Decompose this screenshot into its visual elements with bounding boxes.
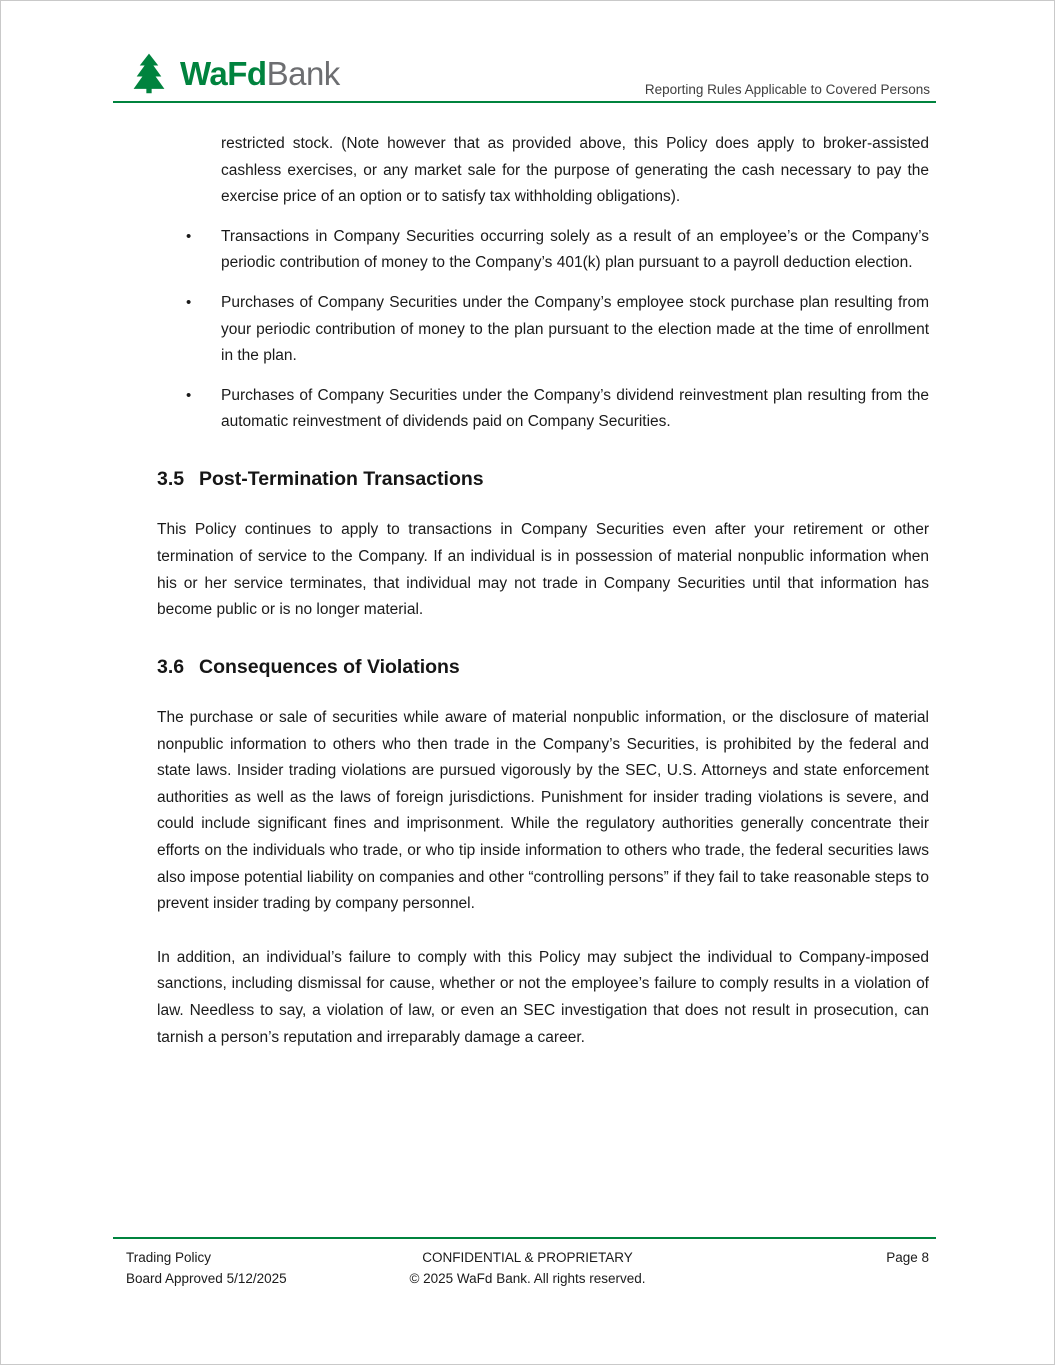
bullet-icon: • [186,227,192,245]
bullet-icon: • [186,386,192,404]
logo-text-wafd: WaFd [180,54,267,92]
section-heading-3-5 [157,467,929,491]
section-paragraph: In addition, an individual’s failure to comply with this Policy may subject the individual to Company-imposed sanctions, including dismissal for cause, whether or not the employee’s failure to comply results in a violation of law. Needless to say, a violation of law, or even an SEC investigation that does not result in prosecution, can tarnish a person’s reputation and irreparably damage a career. [157,948,929,1046]
bullet-text: Purchases of Company Securities under the Company’s dividend reinvestment plan resulting from the automatic reinvestment of dividends paid on Company Securities. [221,386,929,431]
list-item [186,383,929,436]
footer-confidential: CONFIDENTIAL & PROPRIETARY [422,1250,633,1265]
continuation-paragraph: restricted stock. (Note however that as provided above, this Policy does apply to broker-assisted cashless exercises, or any market sale for the purpose of generating the cash necessary to pay the exercise price of an option or to satisfy tax withholding obligations). [221,135,929,206]
document-body [1,131,1054,1064]
footer-left-block [126,1247,362,1289]
section-number: 3.6 [157,655,185,678]
evergreen-tree-icon [126,51,172,95]
footer-board-approved: Board Approved 5/12/2025 [126,1271,287,1286]
section-number: 3.5 [157,467,185,490]
page-footer [1,1237,1054,1289]
bullet-icon: • [186,293,192,311]
page-header [1,1,1054,104]
footer-copyright: © 2025 WaFd Bank. All rights reserved. [409,1271,646,1286]
footer-right-block [693,1247,929,1289]
bullet-text: Transactions in Company Securities occurring solely as a result of an employee’s or the Company’s periodic contribution of money to the Company’s 401(k) plan pursuant to a payroll deduction election. [221,227,929,272]
footer-center-block [362,1247,693,1289]
logo-wordmark [180,54,340,92]
bullet-list [157,224,929,436]
wafd-bank-logo [126,51,340,101]
section-paragraph: This Policy continues to apply to transactions in Company Securities even after your retirement or other termination of service to the Company. If an individual is in possession of material nonpublic information when his or her service terminates, that individual may not trade in Company Securities until that information has become public or is no longer material. [157,521,929,619]
header-subtitle: Reporting Rules Applicable to Covered Persons [644,82,930,97]
logo-text-bank: Bank [266,54,340,92]
header-divider [113,101,936,103]
footer-doc-title: Trading Policy [126,1250,212,1265]
list-item [186,224,929,277]
section-heading-3-6 [157,655,929,679]
page-number: Page 8 [886,1250,929,1265]
section-title: Post-Termination Transactions [199,467,484,490]
section-title: Consequences of Violations [199,655,460,678]
list-item [186,290,929,370]
section-paragraph: The purchase or sale of securities while aware of material nonpublic information, or the disclosure of material nonpublic information to others who then trade in the Company’s Securities, is prohibited by the federal and state laws. Insider trading violations are pursued vigorously by the SEC, U.S. Attorneys and state enforcement authorities as well as the laws of foreign jurisdictions. Punishment for insider trading violations is severe, and could include significant fines and imprisonment. While the regulatory authorities generally concentrate their efforts on the individuals who trade, or who tip inside information to others who trade, the federal securities laws also impose potential liability on companies and other “controlling persons” if they fail to take reasonable steps to prevent insider trading by company personnel. [157,709,929,913]
bullet-text: Purchases of Company Securities under the Company’s employee stock purchase plan resulting from your periodic contribution of money to the plan pursuant to the election made at the time of enrollment in the plan. [221,293,929,365]
